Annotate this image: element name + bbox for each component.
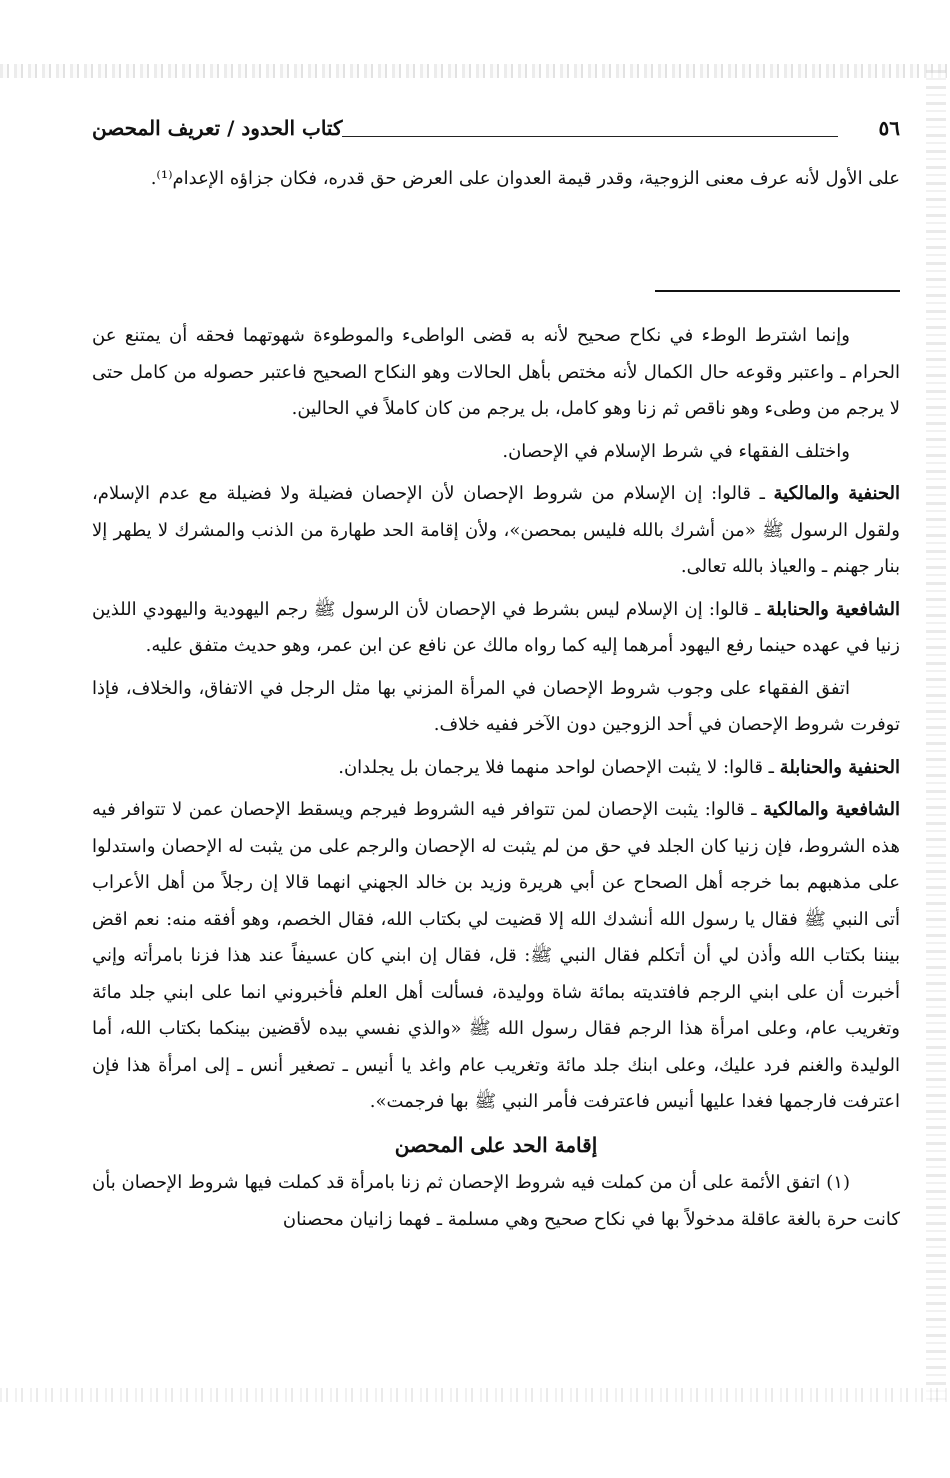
- paragraph-text: اتفق الفقهاء على وجوب شروط الإحصان في المرأة المزني بها مثل الرجل في الاتفاق، والخلاف، فإذا توفرت شروط الإحصان في أحد الزوجين دون الآخر ففيه خلاف.: [92, 677, 900, 735]
- scan-noise-bottom: [0, 1388, 950, 1402]
- school-term: الشافعية والحنابلة: [766, 598, 900, 620]
- scan-noise-right: [926, 70, 946, 1400]
- paragraph: [92, 671, 900, 744]
- intro-paragraph: على الأول لأنه عرف معنى الزوجية، وقدر قيمة العدوان على العرض حق قدره، فكان جزاؤه الإعدام⁽¹⁾.: [150, 168, 900, 189]
- paragraph-text: وإنما اشترط الوطء في نكاح صحيح لأنه به قضى الواطىء والموطوءة شهوتهما فحقه أن يمتنع عن الحرام ـ واعتبر وقوعه حال الكمال لأنه مختص بأهل الحالات وهو النكاح الصحيح فاعتبر حصوله من كامل حتى لا يرجم من وطىء وهو ناقص ثم زنا وهو كامل، بل يرجم من كان كاملاً في الحالين.: [92, 325, 900, 419]
- paragraph: [92, 476, 900, 586]
- school-term: الحنفية والمالكية: [773, 483, 900, 504]
- paragraph: [92, 750, 900, 787]
- scan-noise-top: [0, 64, 950, 78]
- paragraph-text: ـ قالوا: إن الإسلام من شروط الإحصان لأن الإحصان فضيلة ولا فضيلة مع عدم الإسلام، ولقول الرسول ﷺ «من أشرك بالله فليس بمحصن»، ولأن إقامة الحد طهارة من الذنب والمشرك لا يطهر إلا بنار جهنم ـ والعياذ بالله تعالى.: [92, 483, 900, 577]
- school-term: الحنفية والحنابلة: [779, 756, 900, 778]
- paragraph-text: ـ قالوا: لا يثبت الإحصان لواحد منهما فلا يرجمان بل يجلدان.: [338, 756, 780, 778]
- school-term: الشافعية والمالكية: [762, 799, 900, 820]
- paragraph: [92, 1165, 900, 1238]
- paragraph: [92, 434, 900, 471]
- paragraph: [92, 792, 900, 1121]
- running-header: [92, 116, 900, 150]
- paragraph-text: ـ قالوا: يثبت الإحصان لمن تتوافر فيه الشروط فيرجم ويسقط الإحصان عمن لا تتوافر فيه هذه الشروط، فإن زنيا كان الجلد في حق من لم يثبت له الإحصان والرجم على من يثبت له الإحصان واستدلوا على مذهبهم بما خرجه أهل الصحاح عن أبي هريرة وزيد بن خالد الجهني انهما قالا إن رجلاً من أهل الأعراب أتى النبي ﷺ فقال يا رسول الله أنشدك الله إلا قضيت لي بكتاب الله، فقال الخصم، وهو أفقه منه: نعم اقض بيننا بكتاب الله وأذن لي أن أتكلم فقال النبي ﷺ: قل، فقال إن ابني كان عسيفاً عند هذا فزنا بامرأته وإني أخبرت أن على ابني الرجم فافتديته بمائة شاة ووليدة، فسألت أهل العلم فأخبروني انما على ابني جلد مائة وتغريب عام، وعلى امرأة هذا الرجم فقال رسول الله ﷺ «والذي نفسي بيده لأقضين بينكما بكتاب الله، أما الوليدة والغنم فرد عليك، وعلى ابنك جلد مائة وتغريب عام واغد يا أنيس ـ تصغير أنس ـ إلى امرأة هذا فإن اعترفت فارجمها فغدا عليها أنيس فاعترفت فأمر النبي ﷺ بها فرجمت».: [92, 799, 901, 1112]
- paragraph: [92, 592, 900, 665]
- paragraph-text: واختلف الفقهاء في شرط الإسلام في الإحصان.: [502, 440, 850, 462]
- paragraph-text: ـ قالوا: إن الإسلام ليس بشرط في الإحصان لأن الرسول ﷺ رجم اليهودية واليهودي اللذين زنيا في عهده حينما رفع اليهود أمرهما إليه كما رواه مالك عن نافع عن ابن عمر، وهو حديث متفق عليه.: [92, 598, 900, 656]
- page-number: ٥٦: [878, 116, 900, 140]
- running-title: كتاب الحدود / تعريف المحصن: [92, 116, 343, 140]
- paragraph-text: (١) اتفق الأئمة على أن من كملت فيه شروط الإحصان ثم زنا بامرأة قد كملت فيها شروط الإحصان بأن كانت حرة بالغة عاقلة مدخولاً بها في نكاح صحيح وهي مسلمة ـ فهما زانيان محصنان: [92, 1172, 900, 1230]
- paragraph: [92, 318, 900, 428]
- footnote-separator: [655, 290, 900, 292]
- section-heading: إقامة الحد على المحصن: [394, 1132, 598, 1157]
- header-rule: [342, 136, 838, 137]
- footnote-body: [92, 318, 900, 1244]
